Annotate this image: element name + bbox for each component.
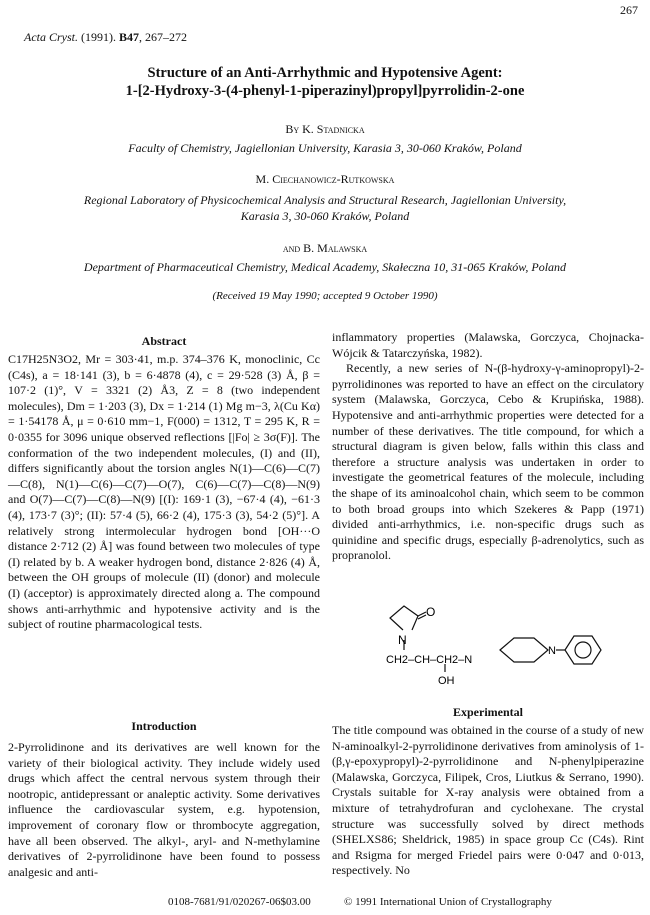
author-3: and B. Malawska — [282, 241, 368, 255]
piperazine-ring — [500, 638, 548, 662]
journal-volume: B47 — [119, 30, 140, 44]
chain-label: CH2–CH–CH2–N — [386, 654, 473, 666]
received-dates: (Received 19 May 1990; accepted 9 October 1990) — [212, 290, 438, 302]
author-1: By K. Stadnicka — [285, 122, 365, 136]
affiliation-1: Faculty of Chemistry, Jagiellonian University, Karasia 3, 30-060 Kraków, Poland — [128, 141, 522, 155]
structural-diagram — [360, 596, 620, 696]
page-number: 267 — [620, 3, 638, 17]
journal-year: (1991). — [81, 30, 116, 44]
phenyl-nitrogen: N — [548, 645, 556, 657]
introduction-body: 2-Pyrrolidinone and its derivatives are well known for the variety of their biological activity. They include widely used drugs which affect the central nervous system through their nootropic, antidepressant or analeptic activity. Some derivatives influence the cardiovascular system, e.g. hypotension, improvement of coronary flow or thrombocyte aggregation, have all been observed. The alkyl-, aryl- and N-methylamine derivatives of 2-pyrrolidinone have been found to possess analgesic and anti- — [8, 740, 320, 879]
right-column-text: inflammatory properties (Malawska, Gorczyca, Chojnacka-Wójcik & Tatarczyńska, 1982). Recently, a new series of N-(β-hydroxy-γ-aminopropyl)-2-pyrrolidinones was reported to have an effect on the circulatory system (Malawska, Gorczyca, Cebo & Krupińska, 1988). Hypotensive and anti-arrhythmic properties were detected for a number of these derivatives. The title compound, for which a structural diagram is given below, falls within this class and therefore a structure analysis was undertaken in order to investigate the geometrical features of the molecule, including the shape of its aminoalcohol chain, which seem to be common to both broad groups into which Szekeres & Papp (1971) divided anti-arrhythmics, i.e. non-specific drugs such as quinidine and specific drugs, especially β-adrenolytics, such as propranolol. — [332, 330, 644, 563]
footer-copyright: © 1991 International Union of Crystallography — [344, 896, 552, 908]
title-line-1: Structure of an Anti-Arrhythmic and Hypotensive Agent: — [147, 65, 503, 81]
introduction-heading: Introduction — [131, 719, 197, 733]
journal-pages: 267–272 — [145, 30, 188, 44]
affiliation-3: Department of Pharmaceutical Chemistry, Medical Academy, Skałeczna 10, 31-065 Kraków, Poland — [83, 260, 567, 274]
abstract-body: C17H25N3O2, Mr = 303·41, m.p. 374–376 K, monoclinic, Cc (C4s), a = 18·141 (3), b = 6·4878 (4), c = 29·528 (3) Å, β = 107·2 (1)°, V = 3321 (2) Å3, Z = 8 (two independent molecules), Dm = 1·203 (3), Dx = 1·214 (1) Mg m−3, λ(Cu Kα) = 1·54178 Å, μ = 0·610 mm−1, F(000) = 1312, T = 295 K, R = 0·0355 for 3096 unique observed reflections [|Fo| ≥ 3σ(F)]. The conformation of the two independent molecules, (I) and (II), differs significantly about the torsion angles N(1)—C(6)—C(7)—C(8), N(1)—C(6)—C(7)—O(7), C(6)—C(7)—C(8)—N(9) and O(7)—C(7)—C(8)—N(9) [(I): 169·1 (3), −67·4 (4), −61·3 (4), 173·7 (3)°; (II): 57·4 (5), 66·2 (4), 175·3 (3), 54·2 (5)°]. A relatively strong intermolecular hydrogen bond [OH···O distance 2·712 (2) Å] was found between two molecules of type (I) related by b. A weaker hydrogen bond, distance 2·826 (4) Å, between the OH groups of molecule (II) (donor) and molecule (I) (acceptor) is approximately directed along a. The compound shows anti-arrhythmic and hypotensive activity and is the subject of routine pharmacological tests. — [8, 352, 320, 632]
hydroxyl-label: OH — [438, 675, 455, 687]
experimental-body: The title compound was obtained in the course of a study of new N-aminoalkyl-2-pyrrolidinone derivatives from aminolysis of 1-(β,γ-epoxypropyl)-2-pyrrolidinone and N-phenylpiperazine (Malawska, Gorczyca, Filipek, Cros, Liutkus & Serrano, 1990). Crystals suitable for X-ray analysis were obtained from a mixture of tetrahydrofuran and cyclohexane. The crystal structure was successfully solved by direct methods (SHELXS86; Sheldrick, 1985) in space group Cc (C4s). Rint and Rsigma for merged Friedel pairs were 0·047 and 0·013, respectively. No — [332, 723, 644, 878]
author-2: M. Ciechanowicz-Rutkowska — [255, 172, 395, 186]
title-line-2: 1-[2-Hydroxy-3-(4-phenyl-1-piperazinyl)propyl]pyrrolidin-2-one — [125, 83, 525, 99]
affiliation-2: Regional Laboratory of Physicochemical Analysis and Structural Research, Jagiellonian University, Karasia 3, 30-060 Kraków, Poland — [83, 193, 567, 223]
experimental-heading: Experimental — [453, 705, 523, 719]
ring-nitrogen: N — [398, 633, 407, 647]
journal-name: Acta Cryst. — [24, 30, 78, 44]
paper-title — [0, 64, 650, 100]
keto-oxygen: O — [426, 605, 436, 619]
footer-code: 0108-7681/91/020267-06$03.00 — [168, 896, 311, 908]
abstract-heading: Abstract — [141, 334, 187, 348]
journal-citation: Acta Cryst. (1991). B47, 267–272 — [24, 30, 188, 44]
aromatic-circle — [575, 642, 591, 658]
phenyl-ring — [565, 636, 601, 664]
pyrrolidinone-ring — [390, 606, 418, 630]
